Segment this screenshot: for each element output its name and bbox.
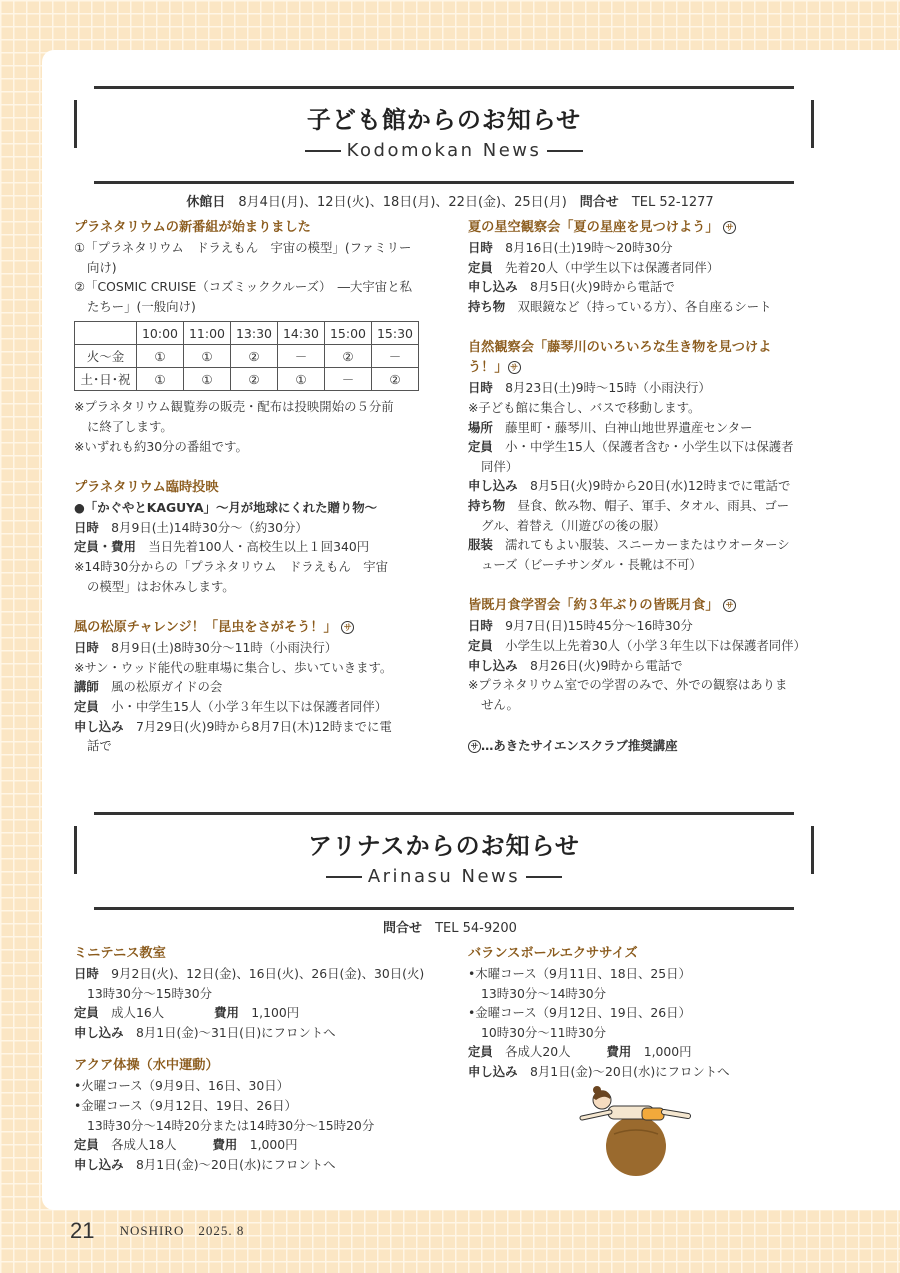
section-heading: 風の松原チャレンジ！「昆虫をさがそう！」 サ xyxy=(74,618,426,638)
section-heading: 皆既月食学習会「約３年ぶりの皆既月食」 サ xyxy=(468,596,820,616)
section-heading: アクア体操（水中運動） xyxy=(74,1058,219,1074)
bring-line: 持ち物 双眼鏡など（持っている方）、各自座るシート xyxy=(468,298,772,314)
table-header: 15:30 xyxy=(372,322,419,345)
section-heading: 夏の星空観察会「夏の星座を見つけよう」 サ xyxy=(468,218,820,238)
arinasu-title: アリナスからのお知らせ xyxy=(308,832,580,860)
time-line: 10時30分～11時30分 xyxy=(481,1024,607,1040)
science-club-icon: サ xyxy=(723,599,736,612)
row-label: 土･日･祝 xyxy=(75,368,137,391)
capacity-line: 定員 小・中学生15人（小学３年生以下は保護者同伴） xyxy=(74,698,388,714)
arinasu-info: 問合せ TEL 54-9200 xyxy=(383,921,517,936)
table-row xyxy=(75,345,419,368)
header-rule xyxy=(94,812,794,815)
date-line: 日時 8月16日(土)19時～20時30分 xyxy=(468,240,673,255)
course-line: •金曜コース（9月12日、19日、26日） xyxy=(74,1097,297,1113)
arinasu-subtitle: Arinasu News xyxy=(74,866,814,887)
table-cell: ① xyxy=(137,368,184,391)
clothes-line: 服装 濡れてもよい服装、スニーカーまたはウオーターシ xyxy=(468,537,790,553)
table-cell: － xyxy=(278,345,325,368)
science-club-icon: サ xyxy=(468,740,481,753)
capacity-fee-line: 定員 各成人20人 費用 1,000円 xyxy=(468,1044,692,1060)
arinasu-right-column xyxy=(468,944,820,1082)
science-club-legend: サ …あきたサイエンスクラブ推奨講座 xyxy=(468,736,820,756)
note: の模型」はお休みします。 xyxy=(87,578,235,594)
table-header: 10:00 xyxy=(137,322,184,345)
kodomokan-info: 休館日 8月4日(月)、12日(火)、18日(月)、22日(金)、25日(月) 問合せ TEL 52-1277 xyxy=(186,195,714,210)
page-number: 21 xyxy=(70,1218,95,1243)
table-corner xyxy=(75,322,137,345)
program-title: ●「かぐやとKAGUYA」～月が地球にくれた贈り物～ xyxy=(74,500,378,516)
apply-line: 申し込み 8月5日(火)9時から20日(水)12時までに電話で xyxy=(468,478,791,494)
arinasu-left-column xyxy=(74,944,434,1174)
table-header: 11:00 xyxy=(184,322,231,345)
magazine-name: NOSHIRO 2025. 8 xyxy=(119,1223,245,1238)
note: ※いずれも約30分の番組です。 xyxy=(74,438,248,454)
ball-icon xyxy=(606,1116,666,1176)
table-cell: ② xyxy=(231,368,278,391)
date-line-cont: 13時30分～15時30分 xyxy=(87,985,213,1001)
capacity-line-cont: 同伴） xyxy=(481,458,519,474)
table-header: 14:30 xyxy=(278,322,325,345)
row-label: 火～金 xyxy=(75,345,137,368)
note: ※プラネタリウム室での学習のみで、外での観察はありま xyxy=(468,677,788,693)
time-line: 13時30分～14時20分または14時30分～15時20分 xyxy=(87,1117,375,1133)
header-rule xyxy=(94,907,794,910)
clothes-line-cont: ューズ（ビーチサンダル・長靴は不可） xyxy=(481,556,702,572)
program-item: たちー」(一般向け) xyxy=(87,298,196,314)
table-cell: ② xyxy=(325,345,372,368)
bring-line: 持ち物 昼食、飲み物、帽子、軍手、タオル、雨具、ゴー xyxy=(468,497,790,513)
program-item: ①「プラネタリウム ドラえもん 宇宙の模型」(ファミリー xyxy=(74,240,412,255)
apply-line: 申し込み 8月1日(金)～20日(水)にフロントへ xyxy=(468,1063,730,1079)
capacity-line: 定員 先着20人（中学生以下は保護者同伴） xyxy=(468,259,720,275)
kodomokan-right-column xyxy=(468,218,820,756)
lecturer-line: 講師 風の松原ガイドの会 xyxy=(74,679,223,695)
section-heading: ミニテニス教室 xyxy=(74,946,166,961)
table-cell: ① xyxy=(137,345,184,368)
bring-line-cont: グル、着替え（川遊びの後の服） xyxy=(481,517,666,533)
table-header: 13:30 xyxy=(231,322,278,345)
apply-line: 申し込み 8月26日(火)9時から電話で xyxy=(468,657,683,673)
program-item: ②「COSMIC CRUISE（コズミッククルーズ） ―大宇宙と私 xyxy=(74,279,412,295)
apply-line: 申し込み 7月29日(火)9時から8月7日(木)12時までに電 xyxy=(74,718,392,734)
fee-line: 定員・費用 当日先着100人・高校生以上１回340円 xyxy=(74,539,370,555)
section-heading: 自然観察会「藤琴川のいろいろな生き物を見つけよ xyxy=(468,340,772,356)
section-heading: バランスボールエクササイズ xyxy=(468,946,638,961)
apply-line: 申し込み 8月5日(火)9時から電話で xyxy=(468,279,675,295)
capacity-line: 定員 小学生以上先着30人（小学３年生以下は保護者同伴） xyxy=(468,637,806,653)
date-line: 日時 9月7日(日)15時45分～16時30分 xyxy=(468,618,693,634)
table-cell: ① xyxy=(184,368,231,391)
capacity-line: 定員 小・中学生15人（保護者含む・小学生以下は保護者 xyxy=(468,439,794,455)
table-cell: ① xyxy=(278,368,325,391)
course-line: •火曜コース（9月9日、16日、30日） xyxy=(74,1078,290,1094)
table-cell: ② xyxy=(231,345,278,368)
capacity-fee-line: 定員 成人16人 費用 1,100円 xyxy=(74,1005,300,1021)
science-club-icon: サ xyxy=(341,621,354,634)
table-cell: － xyxy=(372,345,419,368)
date-line: 日時 8月9日(土)14時30分～（約30分） xyxy=(74,519,308,535)
apply-line: 申し込み 8月1日(金)～20日(水)にフロントへ xyxy=(74,1156,336,1172)
arinasu-header xyxy=(74,812,814,910)
note: ※14時30分からの「プラネタリウム ドラえもん 宇宙 xyxy=(74,558,389,574)
schedule-table xyxy=(74,321,419,391)
course-line: •金曜コース（9月12日、19日、26日） xyxy=(468,1005,691,1021)
program-item: 向け) xyxy=(87,259,117,275)
header-rule xyxy=(94,181,794,184)
table-header: 15:00 xyxy=(325,322,372,345)
kodomokan-header xyxy=(74,86,814,184)
note: ※子ども館に集合し、バスで移動します。 xyxy=(468,399,701,415)
science-club-icon: サ xyxy=(723,221,736,234)
table-row xyxy=(75,368,419,391)
science-club-icon: サ xyxy=(508,361,521,374)
capacity-fee-line: 定員 各成人18人 費用 1,000円 xyxy=(74,1137,298,1153)
balance-ball-illustration xyxy=(576,1084,696,1179)
date-line: 日時 8月23日(土)9時～15時（小雨決行） xyxy=(468,380,711,396)
apply-line: 申し込み 8月1日(金)～31日(日)にフロントへ xyxy=(74,1024,336,1040)
section-heading-cont: う！」 サ xyxy=(468,358,820,378)
note: せん。 xyxy=(481,696,519,712)
date-line: 日時 9月2日(火)、12日(金)、16日(火)、26日(金)、30日(火) xyxy=(74,966,425,981)
place-line: 場所 藤里町・藤琴川、白神山地世界遺産センター xyxy=(468,419,753,435)
table-cell: ① xyxy=(184,345,231,368)
section-heading: プラネタリウム臨時投映 xyxy=(74,480,219,496)
table-cell: － xyxy=(325,368,372,391)
time-line: 13時30分～14時30分 xyxy=(481,985,607,1001)
kodomokan-title: 子ども館からのお知らせ xyxy=(306,106,582,134)
kodomokan-subtitle: Kodomokan News xyxy=(74,140,814,161)
apply-line-cont: 話で xyxy=(87,738,112,754)
date-line: 日時 8月9日(土)8時30分～11時（小雨決行） xyxy=(74,640,338,656)
page-footer xyxy=(70,1218,244,1244)
header-rule xyxy=(94,86,794,89)
kodomokan-left-column xyxy=(74,218,426,756)
table-cell: ② xyxy=(372,368,419,391)
note: に終了します。 xyxy=(87,418,173,434)
section-heading: プラネタリウムの新番組が始まりました xyxy=(74,220,311,235)
course-line: •木曜コース（9月11日、18日、25日） xyxy=(468,966,691,981)
note: ※サン・ウッド能代の駐車場に集合し、歩いていきます。 xyxy=(74,659,393,675)
note: ※プラネタリウム観覧券の販売・配布は投映開始の５分前 xyxy=(74,399,394,415)
